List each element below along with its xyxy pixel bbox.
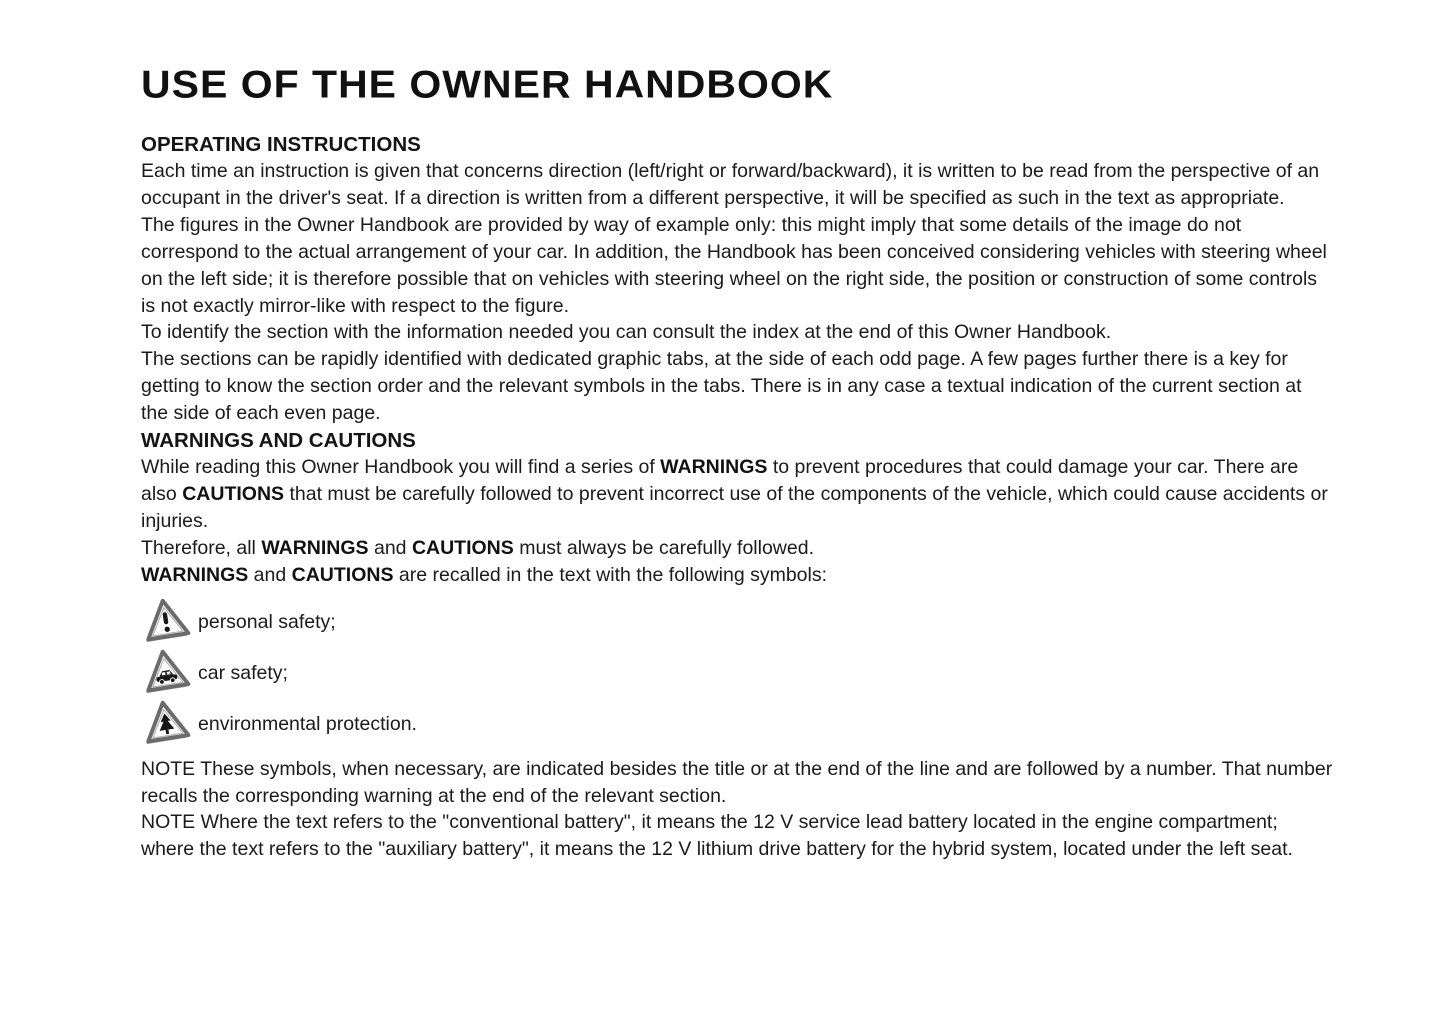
car-safety-warning-triangle-icon — [141, 646, 191, 696]
note-paragraph-2: NOTE Where the text refers to the "conventional battery", it means the 12 V service lead battery located in the engine compartment; where the text refers to the "auxiliary battery", it means the 12 V lithium drive battery for the hybrid system, located under the left seat. — [141, 811, 1293, 861]
warnings-paragraph-3: WARNINGS and CAUTIONS are recalled in the text with the following symbols: — [141, 563, 828, 586]
symbol-row-car-safety — [141, 646, 1333, 697]
note-paragraph-1: NOTE These symbols, when necessary, are indicated besides the title or at the end of the line and are followed by a number. That number recalls the corresponding warning at the end of the relevant section. — [141, 757, 1333, 807]
warning-symbols-list — [141, 595, 1333, 748]
symbol-row-personal-safety — [141, 595, 1333, 646]
warnings-cautions-heading: WARNINGS AND CAUTIONS — [141, 429, 416, 453]
page-title: USE OF THE OWNER HANDBOOK — [141, 62, 834, 107]
symbol-label-car-safety: car safety; — [198, 661, 288, 684]
operating-paragraph-4: The sections can be rapidly identified with dedicated graphic tabs, at the side of each odd page. A few pages further there is a key for getting to know the section order and the relevant symbols in the tabs. There is in any case a textual indication of the current section at the side of each even page. — [141, 348, 1302, 425]
operating-paragraph-1: Each time an instruction is given that concerns direction (left/right or forward/backward), it is written to be read from the perspective of an occupant in the driver's seat. If a direction is written from a different perspective, it will be specified as such in the text as appropriate. — [141, 160, 1320, 209]
symbol-label-environmental-protection: environmental protection. — [198, 712, 417, 735]
notes-section — [141, 756, 1333, 864]
symbol-row-environmental-protection — [141, 697, 1333, 748]
warnings-paragraph-1: While reading this Owner Handbook you will find a series of WARNINGS to prevent procedures that could damage your car. There are also CAUTIONS that must be carefully followed to prevent incorrect use of the components of the vehicle, which could cause accidents or injuries. — [141, 456, 1328, 532]
personal-safety-warning-triangle-icon — [141, 595, 191, 645]
operating-paragraph-3: To identify the section with the information needed you can consult the index at the end of this Owner Handbook. — [141, 321, 1112, 344]
environmental-protection-warning-triangle-icon — [141, 697, 191, 747]
symbol-label-personal-safety: personal safety; — [198, 610, 336, 633]
operating-instructions-heading: OPERATING INSTRUCTIONS — [141, 133, 421, 156]
warnings-paragraph-2: Therefore, all WARNINGS and CAUTIONS must always be carefully followed. — [141, 536, 814, 559]
operating-paragraph-2: The figures in the Owner Handbook are provided by way of example only: this might imply that some details of the image do not correspond to the actual arrangement of your car. In addition, the Handbook has been conceived considering vehicles with steering wheel on the left side; it is therefore possible that on vehicles with steering wheel on the right side, the position or construction of some controls is not exactly mirror-like with respect to the figure. — [141, 213, 1327, 317]
